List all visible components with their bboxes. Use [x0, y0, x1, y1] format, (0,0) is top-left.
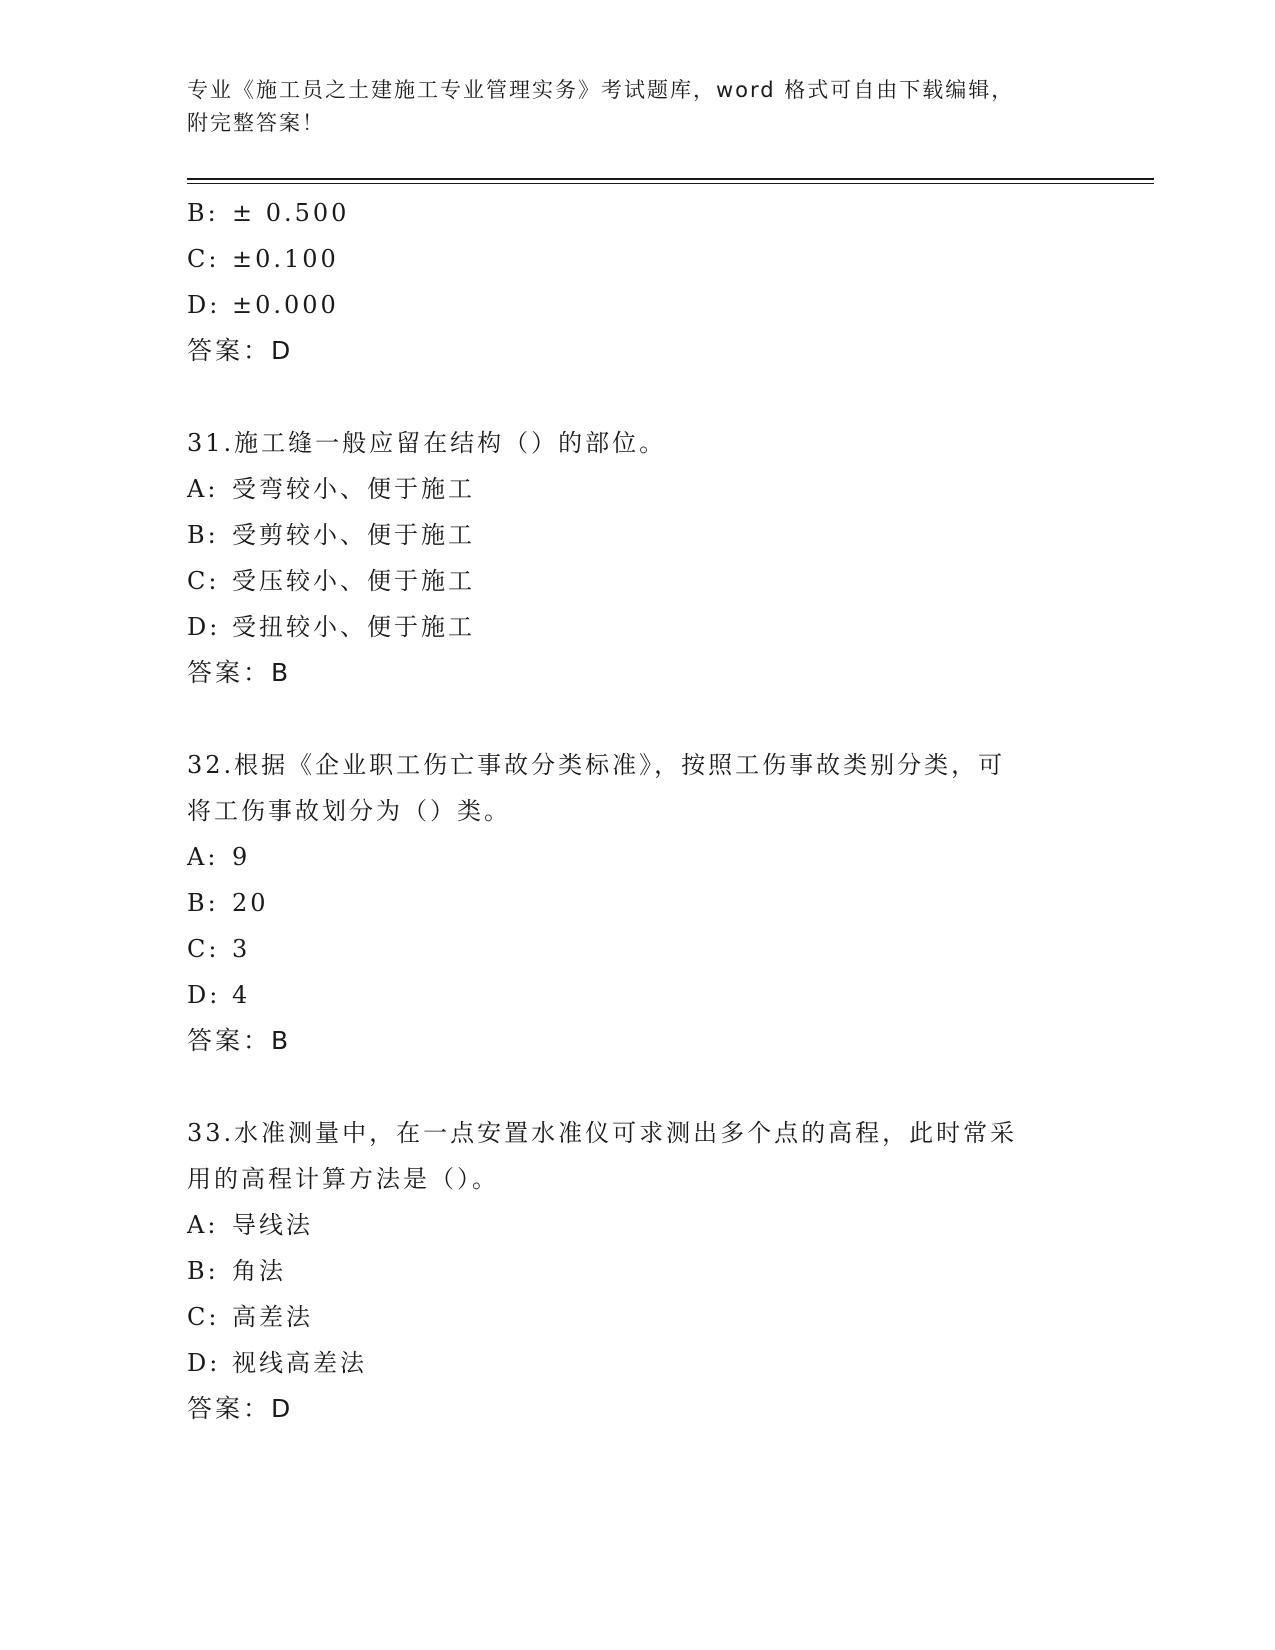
- spacer: [187, 374, 1107, 420]
- option-label: A:: [187, 1211, 219, 1239]
- question-text-line-2: 将工伤事故划分为（）类。: [187, 797, 511, 825]
- answer-line: 答案：D: [187, 336, 294, 365]
- option-label: B:: [187, 199, 219, 227]
- option-text: 受扭较小、便于施工: [232, 613, 475, 641]
- option-label: A:: [187, 475, 219, 503]
- spacer: [187, 696, 1107, 742]
- question-block-30: [187, 190, 1107, 374]
- answer-line: 答案：B: [187, 658, 292, 687]
- option-label: B:: [187, 889, 219, 917]
- option-label: A:: [187, 843, 219, 871]
- question-block-33: [187, 1110, 1107, 1432]
- option-b: [187, 1248, 1107, 1294]
- option-text: ±0.000: [232, 291, 339, 319]
- option-d: [187, 972, 1107, 1018]
- option-b: [187, 880, 1107, 926]
- option-text: ±0.100: [232, 245, 339, 273]
- option-c: [187, 1294, 1107, 1340]
- option-label: C:: [187, 245, 220, 273]
- option-text: 受弯较小、便于施工: [232, 475, 475, 503]
- option-a: [187, 466, 1107, 512]
- spacer: [187, 1064, 1107, 1110]
- option-text: 3: [232, 935, 251, 963]
- option-label: D:: [187, 1349, 221, 1377]
- document-body: [187, 190, 1107, 1432]
- option-text: 高差法: [232, 1303, 313, 1331]
- option-label: C:: [187, 935, 220, 963]
- header-line-2: 附完整答案！: [187, 111, 325, 135]
- option-d: [187, 604, 1107, 650]
- option-text: 受剪较小、便于施工: [232, 521, 475, 549]
- option-text: 受压较小、便于施工: [232, 567, 475, 595]
- question-text-line-1: 32.根据《企业职工伤亡事故分类标准》，按照工伤事故类别分类，可: [187, 751, 1006, 779]
- option-label: C:: [187, 1303, 220, 1331]
- option-label: D:: [187, 981, 221, 1009]
- option-c: [187, 236, 1107, 282]
- option-b: [187, 190, 1107, 236]
- option-c: [187, 558, 1107, 604]
- question-text-line-2: 用的高程计算方法是（）。: [187, 1165, 499, 1193]
- option-label: D:: [187, 291, 221, 319]
- answer-line: 答案：B: [187, 1026, 292, 1055]
- question-text: 31.施工缝一般应留在结构（）的部位。: [187, 429, 667, 457]
- option-c: [187, 926, 1107, 972]
- option-label: D:: [187, 613, 221, 641]
- answer-line: 答案：D: [187, 1394, 294, 1423]
- question-text-line-1: 33.水准测量中，在一点安置水准仪可求测出多个点的高程，此时常采: [187, 1119, 1018, 1147]
- option-d: [187, 282, 1107, 328]
- question-block-32: [187, 742, 1107, 1064]
- option-a: [187, 1202, 1107, 1248]
- option-text: 导线法: [232, 1211, 313, 1239]
- option-text: 20: [232, 889, 269, 917]
- document-header: [187, 74, 1087, 140]
- option-text: ± 0.500: [232, 199, 350, 227]
- option-b: [187, 512, 1107, 558]
- option-label: B:: [187, 1257, 219, 1285]
- option-text: 9: [232, 843, 251, 871]
- option-label: C:: [187, 567, 220, 595]
- option-text: 视线高差法: [232, 1349, 367, 1377]
- header-line-1: 专业《施工员之土建施工专业管理实务》考试题库，word 格式可自由下载编辑，: [187, 78, 1015, 102]
- option-d: [187, 1340, 1107, 1386]
- header-divider-thin: [187, 183, 1154, 184]
- option-a: [187, 834, 1107, 880]
- option-label: B:: [187, 521, 219, 549]
- option-text: 4: [232, 981, 251, 1009]
- header-divider-thick: [187, 178, 1154, 180]
- option-text: 角法: [232, 1257, 286, 1285]
- question-block-31: [187, 420, 1107, 696]
